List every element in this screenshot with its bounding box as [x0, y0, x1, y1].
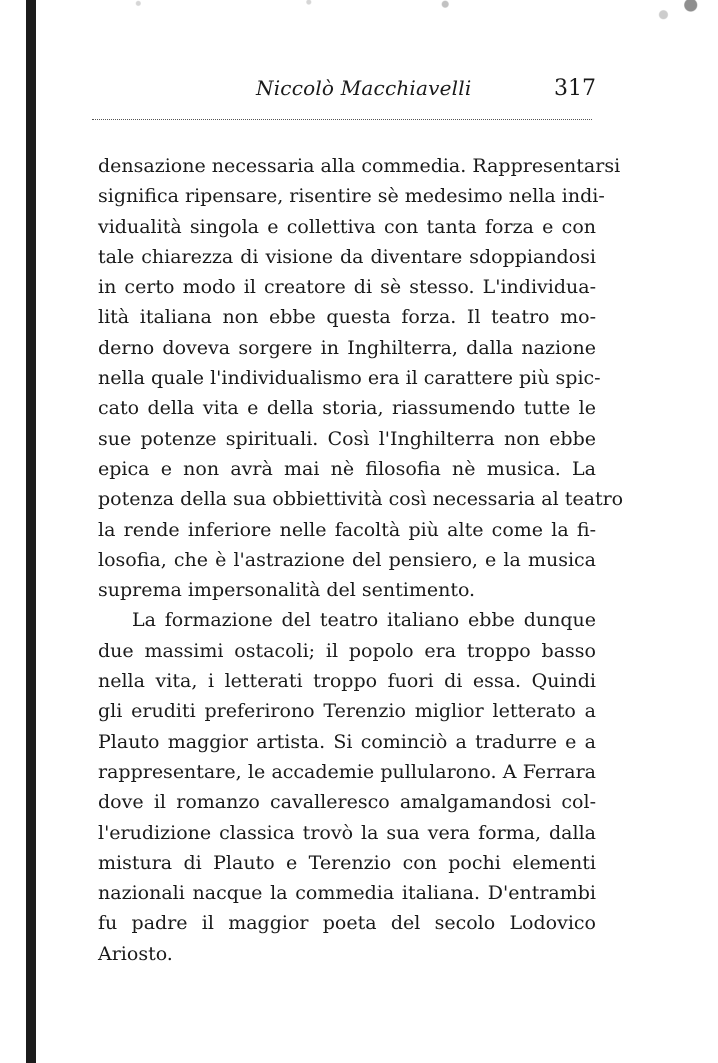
text-line: sue potenze spirituali. Così l'Inghilterra non ebbe — [98, 427, 596, 450]
text-line: gli eruditi preferirono Terenzio miglior letterato a — [98, 700, 596, 723]
text-line: derno doveva sorgere in Inghilterra, dalla nazione — [98, 336, 596, 359]
paragraph-first-line: La formazione del teatro italiano ebbe dunque — [132, 609, 596, 632]
running-head — [96, 72, 596, 108]
text-line: cato della vita e della storia, riassumendo tutte le — [98, 397, 596, 420]
text-line: dove il romanzo cavalleresco amalgamandosi col- — [98, 791, 596, 814]
book-gutter-edge — [26, 0, 36, 1063]
text-line: densazione necessaria alla commedia. Rappresentarsi — [98, 155, 621, 177]
page-number: 317 — [554, 76, 596, 101]
text-line: nella quale l'individualismo era il carattere più spic- — [98, 367, 601, 390]
text-line: suprema impersonalità del sentimento. — [98, 579, 476, 602]
text-line: epica e non avrà mai nè filosofia nè musica. La — [98, 457, 596, 480]
text-line: tale chiarezza di visione da diventare sdoppiandosi — [98, 245, 596, 268]
text-line: vidualità singola e collettiva con tanta forza e con — [98, 215, 596, 238]
text-line: Plauto maggior artista. Si cominciò a tradurre e a — [98, 730, 596, 753]
text-line: mistura di Plauto e Terenzio con pochi elementi — [98, 851, 596, 874]
text-line: nella vita, i letterati troppo fuori di essa. Quindi — [98, 670, 596, 693]
header-rule — [92, 119, 592, 120]
header-title: Niccolò Macchiavelli — [256, 76, 472, 100]
text-line: significa ripensare, risentire sè medesimo nella indi- — [98, 185, 605, 208]
text-line: potenza della sua obbiettività così necessaria al teatro — [98, 488, 624, 511]
text-line: due massimi ostacoli; il popolo era troppo basso — [98, 639, 596, 662]
text-line: fu padre il maggior poeta del secolo Lodovico — [98, 912, 596, 935]
text-line: losofia, che è l'astrazione del pensiero, e la musica — [98, 548, 596, 571]
text-line: l'erudizione classica trovò la sua vera forma, dalla — [98, 821, 596, 844]
scan-speckle — [36, 0, 718, 42]
text-line: la rende inferiore nelle facoltà più alte come la fi- — [98, 518, 596, 541]
text-line: rappresentare, le accademie pullularono. A Ferrara — [98, 760, 596, 783]
text-line: lità italiana non ebbe questa forza. Il teatro mo- — [98, 306, 596, 329]
body-text — [98, 151, 624, 969]
text-line: in certo modo il creatore di sè stesso. L'individua- — [98, 276, 596, 299]
text-line: Ariosto. — [98, 942, 173, 965]
text-line: nazionali nacque la commedia italiana. D'entrambi — [98, 882, 596, 905]
